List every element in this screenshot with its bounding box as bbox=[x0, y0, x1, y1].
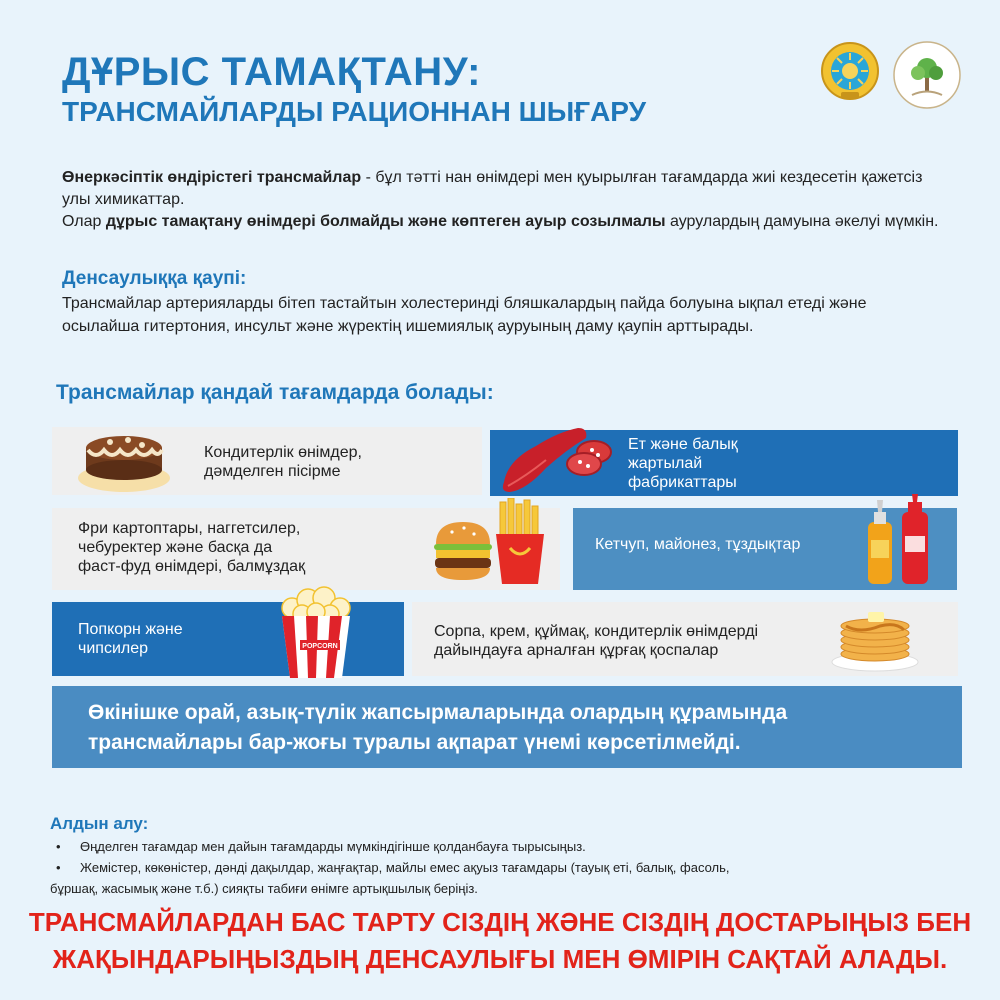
intro-start-2: Олар bbox=[62, 213, 106, 230]
page-title: ДҰРЫС ТАМАҚТАНУ: bbox=[62, 50, 481, 94]
card-text bbox=[628, 435, 738, 492]
warning-banner bbox=[52, 686, 962, 768]
banner-line-2: трансмайлары бар-жоғы туралы ақпарат үнемі көрсетілмейді. bbox=[88, 731, 741, 754]
prevention-heading: Алдын алу: bbox=[50, 814, 149, 833]
foods-heading: Трансмайлар қандай тағамдарда болады: bbox=[56, 381, 494, 404]
card-text bbox=[595, 535, 800, 554]
intro-rest-2: аурулардың дамуына әкелуі мүмкін. bbox=[665, 213, 939, 230]
card-line: дәмделген пісірме bbox=[204, 463, 341, 480]
card-line: чипсилер bbox=[78, 640, 149, 657]
card-line: фабрикаттары bbox=[628, 474, 737, 491]
risk-text: Трансмайлар артерияларды бітеп тастайтын холестеринді бляшкалардың пайда болуына ықпал етеді және осылайша гитертония, инсульт және жүректің ишемиялық ауруының даму қаупін арттырады. bbox=[62, 295, 867, 335]
card-line: чебуректер және басқа да bbox=[78, 539, 273, 556]
intro-paragraph-1 bbox=[62, 167, 952, 211]
card-line: жартылай bbox=[628, 455, 703, 472]
fries-icon bbox=[492, 498, 548, 586]
final-message bbox=[0, 904, 1000, 978]
cake-icon bbox=[76, 420, 172, 496]
health-logo-icon bbox=[892, 40, 962, 110]
card-line: Попкорн және bbox=[78, 621, 183, 638]
list-item: • Жемістер, көкөністер, дәнді дақылдар, жаңғақтар, майлы емес ақуыз тағамдары (тауық еті, балық, фасоль, bbox=[50, 857, 960, 878]
card-line: дайындауға арналған құрғақ қоспалар bbox=[434, 642, 719, 659]
intro-text bbox=[62, 167, 952, 233]
kazakhstan-emblem-icon bbox=[820, 40, 880, 102]
list-item: • Өңделген тағамдар мен дайын тағамдарды мүмкіндігінше қолданбауға тырысыңыз. bbox=[50, 836, 960, 857]
card-text bbox=[204, 443, 362, 481]
intro-rest-1: - бұл тәтті нан өнімдері мен қуырылған тағамдарда жиі кездесетін қажетсіз улы химикаттар. bbox=[62, 169, 923, 208]
sauce-bottles-icon bbox=[862, 494, 934, 586]
prevention-list bbox=[50, 836, 960, 899]
card-text bbox=[434, 622, 758, 660]
final-line-1: ТРАНСМАЙЛАРДАН БАС ТАРТУ СІЗДІҢ ЖӘНЕ СІЗДІҢ ДОСТАРЫҢЫЗ БЕН bbox=[28, 907, 972, 937]
card-line: Кондитерлік өнімдер, bbox=[204, 444, 362, 461]
intro-bold-1: Өнеркәсіптік өндірістегі трансмайлар bbox=[62, 169, 362, 186]
card-line: фаст-фуд өнімдері, балмұздақ bbox=[78, 558, 306, 575]
pancakes-icon bbox=[830, 604, 920, 672]
card-line: Кетчуп, майонез, тұздықтар bbox=[595, 536, 801, 553]
list-item-continued: бұршақ, жасымық және т.б.) сияқты табиғи өнімге артықшылық беріңіз. bbox=[50, 881, 478, 896]
intro-bold-2: дұрыс тамақтану өнімдері болмайды және көптеген ауыр созылмалы bbox=[105, 213, 666, 230]
card-text bbox=[78, 519, 305, 576]
popcorn-icon bbox=[278, 582, 354, 680]
card-text bbox=[78, 620, 183, 658]
risk-heading: Денсаулыққа қаупі: bbox=[62, 268, 247, 289]
card-line: Ет және балық bbox=[628, 436, 738, 453]
banner-line-1: Өкінішке орай, азық-түлік жапсырмаларында олардың құрамында bbox=[88, 701, 788, 724]
final-line-2: ЖАҚЫНДАРЫҢЫЗДЫҢ ДЕНСАУЛЫҒЫ МЕН ӨМІРІН САҚТАЙ АЛАДЫ. bbox=[52, 944, 948, 974]
card-line: Сорпа, крем, құймақ, кондитерлік өнімдерді bbox=[434, 623, 759, 640]
burger-icon bbox=[432, 518, 494, 582]
intro-paragraph-2 bbox=[62, 211, 952, 233]
page-subtitle: ТРАНСМАЙЛАРДЫ РАЦИОННАН ШЫҒАРУ bbox=[62, 96, 647, 127]
card-line: Фри картоптары, наггетсилер, bbox=[78, 520, 301, 537]
popcorn-label: POPCORN bbox=[302, 643, 338, 650]
sausage-icon bbox=[496, 420, 614, 500]
